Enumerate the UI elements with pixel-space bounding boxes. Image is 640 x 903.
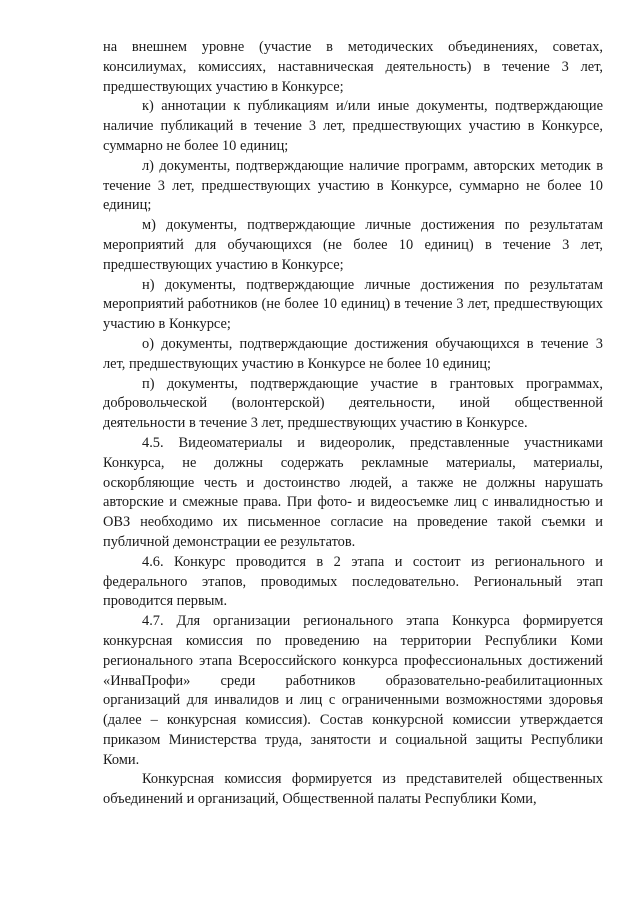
document-body [103, 38, 603, 810]
paragraph-4-6: 4.6. Конкурс проводится в 2 этапа и состоит из регионального и федерального этапов, проводимых последовательно. Региональный этап проводится первым. [103, 553, 603, 610]
paragraph-item-p: п) документы, подтверждающие участие в грантовых программах, добровольческой (волонтерской) деятельности, иной общественной деятельности в течение 3 лет, предшествующих участию в Конкурсе. [103, 375, 603, 432]
paragraph-item-n: н) документы, подтверждающие личные достижения по результатам мероприятий работников (не более 10 единиц) в течение 3 лет, предшествующих участию в Конкурсе; [103, 276, 603, 333]
paragraph-continuation: на внешнем уровне (участие в методических объединениях, советах, консилиумах, комиссиях, наставническая деятельность) в течение 3 лет, предшествующих участию в Конкурсе; [103, 39, 603, 95]
paragraph-item-m: м) документы, подтверждающие личные достижения по результатам мероприятий для обучающихся (не более 10 единиц) в течение 3 лет, предшествующих участию в Конкурсе; [103, 217, 603, 273]
paragraph-commission: Конкурсная комиссия формируется из представителей общественных объединений и организаций, Общественной палаты Республики Коми, [103, 771, 603, 808]
paragraph-item-l: л) документы, подтверждающие наличие программ, авторских методик в течение 3 лет, предшествующих участию в Конкурсе, суммарно не более 10 единиц; [103, 157, 603, 214]
paragraph-4-5: 4.5. Видеоматериалы и видеоролик, представленные участниками Конкурса, не должны содержать рекламные материалы, материалы, оскорбляющие честь и достоинство людей, а также не должны нарушать авторские и смежные права. При фото- и видеосъемке лиц с инвалидностью и ОВЗ необходимо их письменное согласие на проведение такой съемки и публичной демонстрации ее результатов. [103, 434, 603, 550]
paragraph-4-7: 4.7. Для организации регионального этапа Конкурса формируется конкурсная комиссия по проведению на территории Республики Коми регионального этапа Всероссийского конкурса профессиональных достижений «ИнваПрофи» среди работников образовательно-реабилитационных организаций для инвалидов и лиц с ограниченными возможностями здоровья (далее – конкурсная комиссия). Состав конкурсной комиссии утверждается приказом Министерства труда, занятости и социальной защиты Республики Коми. [103, 613, 603, 768]
paragraph-item-o: о) документы, подтверждающие достижения обучающихся в течение 3 лет, предшествующих участию в Конкурсе не более 10 единиц; [103, 335, 603, 372]
paragraph-item-k: к) аннотации к публикациям и/или иные документы, подтверждающие наличие публикаций в течение 3 лет, предшествующих участию в Конкурсе, суммарно не более 10 единиц; [103, 98, 603, 154]
